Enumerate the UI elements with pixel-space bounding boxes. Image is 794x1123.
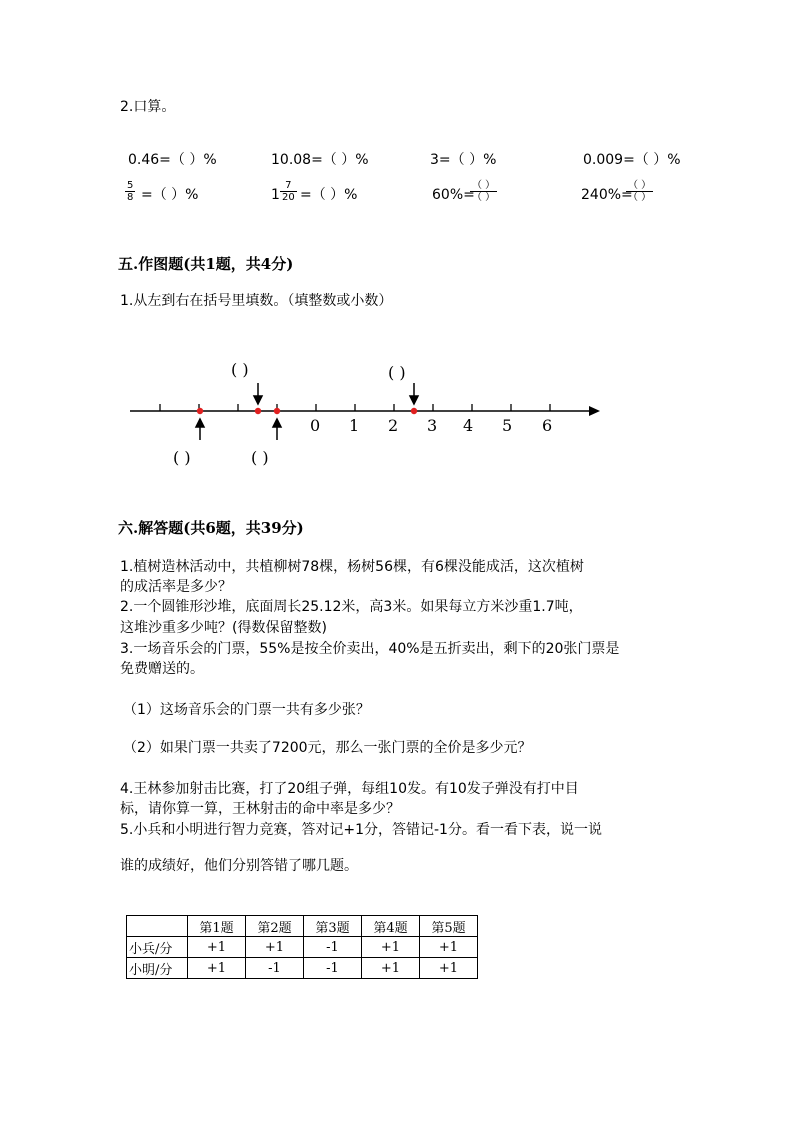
question-text: 4.王林参加射击比赛，打了20组子弹，每组10发。有10发子弹没有打中目	[120, 781, 579, 797]
table-header: 第2题	[246, 916, 304, 937]
blank-fraction: （ ） （ ）	[472, 180, 496, 203]
question-text: 2.一个圆锥形沙堆，底面周长25.12米，高3米。如果每立方米沙重1.7吨，	[120, 599, 583, 615]
arrow-head-icon	[273, 419, 281, 427]
axis-label: 4	[463, 416, 474, 435]
sub-question: （2）如果门票一共卖了7200元，那么一张门票的全价是多少元？	[123, 740, 532, 756]
axis-label: 6	[542, 416, 553, 435]
blank-fraction: （ ） （ ）	[628, 180, 652, 203]
table-cell	[127, 916, 188, 937]
mixed-whole: 1	[271, 187, 280, 203]
sub-question: （1）这场音乐会的门票一共有多少张？	[123, 702, 370, 718]
section-title: 六.解答题(共6题，共39分)	[118, 519, 304, 537]
axis-label: 1	[349, 416, 360, 435]
table-row	[127, 937, 478, 958]
question-text: 免费赠送的。	[120, 661, 204, 677]
answer-blank[interactable]: ( )	[388, 363, 406, 382]
question-text: 5.小兵和小明进行智力竞赛，答对记+1分，答错记-1分。看一看下表，说一说	[120, 822, 602, 838]
answer-blank[interactable]: ( )	[173, 448, 191, 467]
mental-item-left: 60%=	[432, 187, 475, 203]
axis-label: 3	[427, 416, 438, 435]
table-cell: -1	[304, 937, 362, 958]
score-table	[126, 915, 478, 979]
table-cell: +1	[362, 937, 420, 958]
fraction-5-8: $\frac{5}{8}$	[127, 180, 134, 203]
arrow-head-icon	[196, 419, 204, 427]
point-a	[197, 408, 203, 414]
question-text: 1.植树造林活动中，共植柳树78棵，杨树56棵，有6棵没能成活，这次植树	[120, 559, 584, 575]
question-text: 的成活率是多少？	[120, 579, 232, 595]
table-header: 第4题	[362, 916, 420, 937]
mental-item: 0.46=（ ）%	[128, 152, 217, 168]
question-text: 3.一场音乐会的门票，55%是按全价卖出，40%是五折卖出，剩下的20张门票是	[120, 641, 620, 657]
table-cell: -1	[304, 958, 362, 979]
mental-item-left: 240%=	[581, 187, 633, 203]
mental-item-rest: =（ ）%	[141, 187, 199, 203]
table-header-row	[127, 916, 478, 937]
arrow-head-icon	[410, 396, 418, 404]
section-title: 五.作图题(共1题，共4分)	[118, 255, 294, 273]
mental-item: 0.009=（ ）%	[583, 152, 681, 168]
tick-marks	[160, 404, 550, 411]
question-text: 这堆沙重多少吨？(得数保留整数)	[120, 620, 327, 636]
point-b	[255, 408, 261, 414]
fraction-7-20: $\frac{7}{20}$	[282, 180, 295, 203]
point-c	[274, 408, 280, 414]
question-text: 1.从左到右在括号里填数。（填整数或小数）	[120, 293, 393, 309]
axis-label: 0	[310, 416, 321, 435]
mental-item-rest: =（ ）%	[300, 187, 358, 203]
axis-label: 5	[502, 416, 513, 435]
table-row-label: 小兵/分	[127, 937, 188, 958]
axis-arrow-icon	[589, 406, 600, 416]
table-row	[127, 958, 478, 979]
table-header: 第5题	[420, 916, 478, 937]
table-cell: -1	[246, 958, 304, 979]
axis-label: 2	[388, 416, 399, 435]
table-header: 第3题	[304, 916, 362, 937]
table-cell: +1	[246, 937, 304, 958]
table-cell: +1	[420, 937, 478, 958]
answer-blank[interactable]: ( )	[231, 360, 249, 379]
arrow-head-icon	[254, 396, 262, 404]
table-cell: +1	[188, 937, 246, 958]
question-text: 谁的成绩好，他们分别答错了哪几题。	[120, 858, 358, 874]
table-cell: +1	[188, 958, 246, 979]
table-row-label: 小明/分	[127, 958, 188, 979]
answer-blank[interactable]: ( )	[251, 448, 269, 467]
mental-item: 10.08=（ ）%	[271, 152, 369, 168]
point-d	[411, 408, 417, 414]
question-text: 标，请你算一算，王林射击的命中率是多少？	[120, 801, 400, 817]
mental-heading: 2.口算。	[120, 99, 176, 115]
table-cell: +1	[362, 958, 420, 979]
table-header: 第1题	[188, 916, 246, 937]
table-cell: +1	[420, 958, 478, 979]
mental-item: 3=（ ）%	[430, 152, 497, 168]
